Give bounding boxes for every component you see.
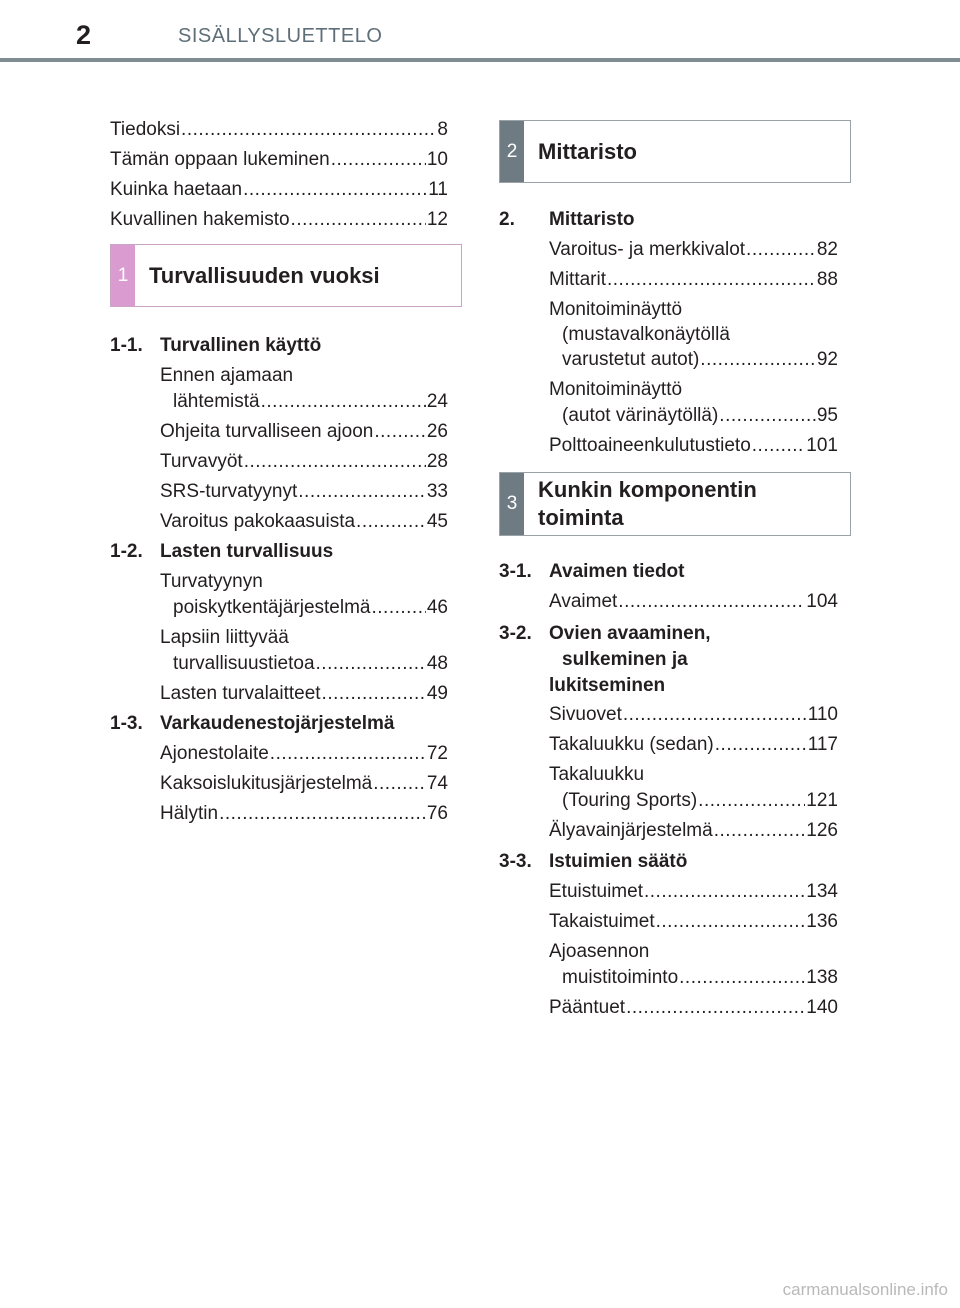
section-1-1-heading[interactable]: 1-1. Turvallinen käyttö [110,335,322,356]
toc-entry-monitoiminaytto-mv[interactable]: varustetut autot) ..... 92 [562,348,838,372]
section-3-2-heading[interactable]: 3-2. Ovien avaaminen, [499,623,711,644]
toc-entry-ennen-ajamaan[interactable]: lähtemistä ..... 24 [173,390,448,414]
toc-entry-takaluukku-sedan[interactable]: Takaluukku (sedan) ..... 117 [549,733,838,757]
toc-entry-line: Takaluukku [549,764,645,785]
toc-entry-line: Turvatyynyn [160,571,263,592]
watermark: carmanualsonline.info [782,1280,948,1299]
toc-entry-sivuovet[interactable]: Sivuovet ..... 110 [549,703,838,727]
section-2-heading[interactable]: 2. Mittaristo [499,209,635,230]
toc-entry-takaluukku-touring[interactable]: (Touring Sports) ..... 121 [562,789,838,813]
toc-entry-line: (mustavalkonäytöllä [562,324,730,345]
header-rule [0,58,960,62]
toc-entry-takaistuimet[interactable]: Takaistuimet ..... 136 [549,910,838,934]
toc-entry-tiedoksi[interactable]: Tiedoksi ..... 8 [110,118,448,142]
toc-entry-line: Monitoiminäyttö [549,379,683,400]
toc-entry-ohjeita[interactable]: Ohjeita turvalliseen ajoon ..... 26 [160,420,448,444]
toc-entry-kuvallinen-hakemisto[interactable]: Kuvallinen hakemisto ..... 12 [110,208,448,232]
toc-entry-paantuet[interactable]: Pääntuet ..... 140 [549,996,838,1020]
toc-entry-monitoiminaytto-vari[interactable]: (autot värinäytöllä) ..... 95 [562,404,838,428]
toc-entry-line: Lapsiin liittyvää [160,627,289,648]
toc-entry-turvavyot[interactable]: Turvavyöt ..... 28 [160,450,448,474]
toc-entry-line: Monitoiminäyttö [549,299,683,320]
toc-entry-ajonestolaite[interactable]: Ajonestolaite ..... 72 [160,742,448,766]
chapter-1-tab: 1 [111,245,135,306]
chapter-3-tab: 3 [500,473,524,535]
section-3-2-heading-line2: sulkeminen ja [562,649,688,670]
chapter-2-tab: 2 [500,121,524,182]
chapter-2-box[interactable] [499,120,851,183]
chapter-2-title: Mittaristo [538,138,637,164]
page-header [0,0,960,62]
page-title: SISÄLLYSLUETTELO [178,25,383,47]
section-3-1-heading[interactable]: 3-1. Avaimen tiedot [499,561,685,582]
section-1-2-heading[interactable]: 1-2. Lasten turvallisuus [110,541,334,562]
toc-entry-kaksoislukitus[interactable]: Kaksoislukitusjärjestelmä ..... 74 [160,772,448,796]
chapter-3-box[interactable] [499,472,851,536]
toc-entry-mittarit[interactable]: Mittarit ..... 88 [549,268,838,292]
chapter-1-box[interactable] [110,244,462,307]
page-number: 2 [76,20,92,50]
toc-entry-muistitoiminto[interactable]: muistitoiminto ..... 138 [562,966,838,990]
toc-entry-halytin[interactable]: Hälytin ..... 76 [160,802,448,826]
toc-entry-line: Ajoasennon [549,941,650,962]
toc-entry-line: Ennen ajamaan [160,365,294,386]
toc-entry-merkkivalot[interactable]: Varoitus- ja merkkivalot ..... 82 [549,238,838,262]
toc-entry-srs-turvatyynyt[interactable]: SRS-turvatyynyt ..... 33 [160,480,448,504]
section-1-3-heading[interactable]: 1-3. Varkaudenestojärjestelmä [110,713,395,734]
toc-entry-turvatyynyn-poiskytkenta[interactable]: poiskytkentäjärjestelmä ..... 46 [173,596,448,620]
toc-entry-kuinka-haetaan[interactable]: Kuinka haetaan ..... 11 [110,178,448,202]
toc-entry-lasten-turvalaitteet[interactable]: Lasten turvalaitteet ..... 49 [160,682,448,706]
toc-entry-polttoaineenkulutus[interactable]: Polttoaineenkulutustieto ..... 101 [549,434,838,458]
toc-entry-turvallisuustietoa[interactable]: turvallisuustietoa ..... 48 [173,652,448,676]
toc-entry-alyavain[interactable]: Älyavainjärjestelmä ..... 126 [549,819,838,843]
chapter-1-title: Turvallisuuden vuoksi [149,262,380,288]
chapter-3-title: Kunkin komponentin toiminta [538,477,757,530]
section-3-3-heading[interactable]: 3-3. Istuimien säätö [499,851,688,872]
section-3-2-heading-line3: lukitseminen [549,675,666,696]
toc-entry-oppaan-lukeminen[interactable]: Tämän oppaan lukeminen ..... 10 [110,148,448,172]
toc-entry-etuistuimet[interactable]: Etuistuimet ..... 134 [549,880,838,904]
toc-entry-pakokaasut[interactable]: Varoitus pakokaasuista ..... 45 [160,510,448,534]
toc-entry-avaimet[interactable]: Avaimet ..... 104 [549,590,838,614]
